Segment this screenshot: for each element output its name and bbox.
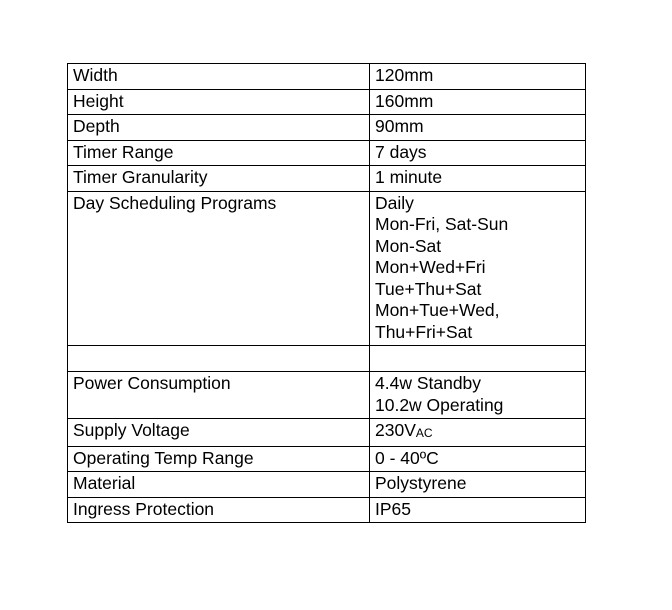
spec-value-line: 4.4w Standby <box>375 373 482 393</box>
spec-value-line: Tue+Thu+Sat <box>375 278 482 299</box>
spec-value-line: Mon-Fri, Sat-Sun <box>375 214 509 234</box>
spec-value-day-scheduling-programs <box>370 191 586 346</box>
spec-label-height: Height <box>68 89 370 115</box>
spec-value-line: 1 minute <box>375 167 443 187</box>
table-row-power-consumption <box>68 372 586 419</box>
spec-value-line: Daily <box>375 192 414 213</box>
spec-value-ingress-protection <box>370 497 586 523</box>
spec-value-line: 90mm <box>375 116 424 136</box>
spec-value-power-consumption <box>370 372 586 419</box>
spec-value-line: IP65 <box>375 498 411 519</box>
spec-value-line: 0 - 40ºC <box>375 447 439 468</box>
table-row-width <box>68 64 586 90</box>
spec-label-ingress-protection: Ingress Protection <box>68 497 370 523</box>
table-row-ingress-protection <box>68 497 586 523</box>
spec-value-height <box>370 89 586 115</box>
specifications-table <box>67 63 586 523</box>
spec-label-depth: Depth <box>68 115 370 141</box>
table-row-material <box>68 472 586 498</box>
spec-label-timer-granularity: Timer Granularity <box>68 166 370 192</box>
spec-value-line: Polystyrene <box>375 473 467 493</box>
table-row-timer-granularity <box>68 166 586 192</box>
spec-value-line: Mon+Tue+Wed, <box>375 300 500 320</box>
spec-label-blank <box>68 346 370 372</box>
spec-value-voltage-subscript: AC <box>415 426 433 440</box>
table-row-timer-range <box>68 140 586 166</box>
spec-value-timer-granularity <box>370 166 586 192</box>
spec-value-width <box>370 64 586 90</box>
spec-label-supply-voltage: Supply Voltage <box>68 419 370 447</box>
spec-value-operating-temp-range <box>370 446 586 472</box>
table-row-day-scheduling-programs <box>68 191 586 346</box>
table-row-height <box>68 89 586 115</box>
spec-value-line: Thu+Fri+Sat <box>375 321 473 342</box>
spec-value-line: Mon-Sat <box>375 235 442 256</box>
spec-value-line: 160mm <box>375 90 434 111</box>
spec-value-supply-voltage <box>370 419 586 447</box>
spec-value-depth <box>370 115 586 141</box>
spec-value-line: 120mm <box>375 65 434 85</box>
table-row-operating-temp-range <box>68 446 586 472</box>
spec-value-material <box>370 472 586 498</box>
table-row-depth <box>68 115 586 141</box>
spec-label-width: Width <box>68 64 370 90</box>
spec-label-material: Material <box>68 472 370 498</box>
spec-value-voltage: 230V <box>375 420 416 440</box>
spec-label-day-scheduling-programs: Day Scheduling Programs <box>68 191 370 346</box>
spec-value-line: 10.2w Operating <box>375 394 504 415</box>
spec-value-line: Mon+Wed+Fri <box>375 257 486 277</box>
spec-label-operating-temp-range: Operating Temp Range <box>68 446 370 472</box>
spec-value-timer-range <box>370 140 586 166</box>
table-row-supply-voltage <box>68 419 586 447</box>
table-row-blank <box>68 346 586 372</box>
spec-label-timer-range: Timer Range <box>68 140 370 166</box>
spec-label-power-consumption: Power Consumption <box>68 372 370 419</box>
spec-value-blank <box>370 346 586 372</box>
spec-value-line: 7 days <box>375 141 427 162</box>
